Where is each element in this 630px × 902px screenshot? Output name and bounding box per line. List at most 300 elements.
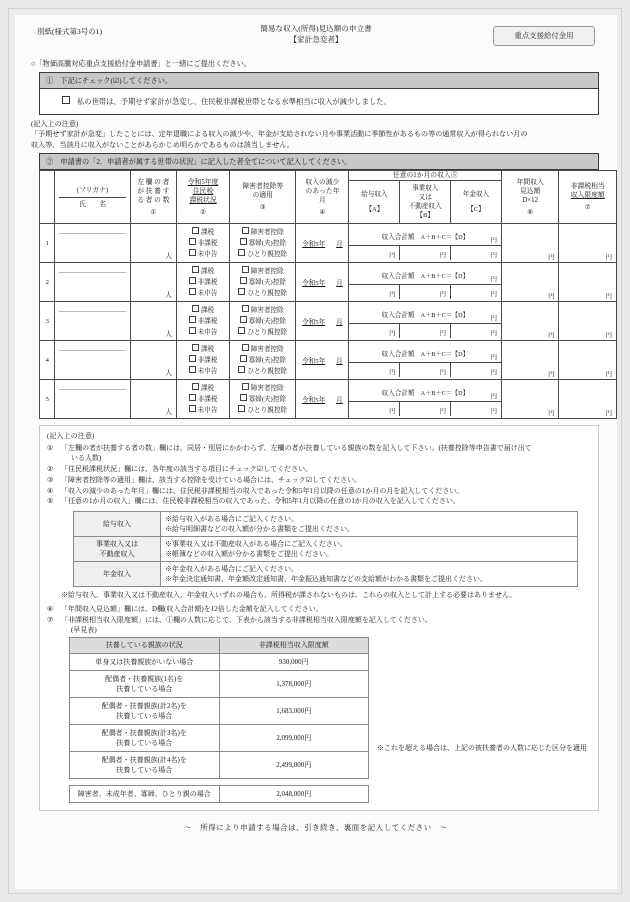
- income-type-desc: [161, 512, 578, 537]
- dependents-unit: 人: [165, 292, 173, 300]
- tax-option-taxable[interactable]: 課税: [177, 266, 229, 277]
- checkbox-icon[interactable]: [242, 266, 249, 273]
- tax-option-undeclared[interactable]: 未申告: [177, 405, 229, 416]
- checkbox-icon[interactable]: [189, 405, 196, 412]
- reference-situation-l2: 扶養している場合: [116, 738, 173, 747]
- col-deduction-l1: 障害者控除等: [242, 183, 284, 191]
- caution-item-mark: ③: [47, 475, 54, 484]
- subcol-salary-label: 給与収入: [361, 191, 388, 199]
- deduction-option-disability[interactable]: 障害者控除: [230, 305, 295, 316]
- table-row: [40, 341, 617, 380]
- annual-estimate-cell[interactable]: [501, 224, 558, 263]
- checkbox-icon[interactable]: [192, 344, 199, 351]
- reference-situation: [70, 785, 220, 802]
- step-2-bar: [39, 153, 599, 170]
- subcol-business-l3: 不動産収入: [408, 203, 442, 211]
- tax-status-choices[interactable]: [177, 224, 230, 263]
- checkbox-icon[interactable]: [189, 394, 196, 401]
- income-entry-table: [349, 265, 501, 299]
- deduction-option-disability[interactable]: 障害者控除: [230, 383, 295, 394]
- document-page: [8, 8, 622, 894]
- deduction-option-widow[interactable]: 寡婦(夫)控除: [230, 394, 295, 405]
- reference-side-note: ※これを超える場合は、上記の被扶養者の人数に応じた区分を適用: [377, 743, 587, 752]
- reference-situation-l1: 配偶者・扶養親族(計2名)を: [101, 701, 187, 710]
- furigana-rule: [59, 389, 125, 390]
- col-deduction-l2: の適用: [252, 192, 273, 200]
- col-decline-l1: 収入の減少: [305, 178, 340, 186]
- income-sum-formula: A＋B＋C＝【D】: [420, 311, 469, 319]
- income-sum-row[interactable]: [349, 304, 501, 324]
- pension-input-cell[interactable]: [450, 246, 501, 261]
- caution-item-text: 「任意の1か月の収入」欄には、住民税非課税相当の収入であった、令和5年1月以降の任意の1か月の収入を記入してください。: [61, 497, 460, 506]
- checkbox-icon[interactable]: [240, 355, 247, 362]
- checkbox-icon[interactable]: [238, 366, 245, 373]
- tax-option-undeclared[interactable]: 未申告: [177, 366, 229, 377]
- col-optional-month-group: 任意の1か月の収入⑤: [349, 171, 502, 181]
- checkbox-icon[interactable]: [189, 288, 196, 295]
- row-number: 1: [40, 224, 55, 263]
- pension-input-cell[interactable]: [450, 285, 501, 300]
- title-line-1: 簡易な収入(所得)見込額の申立書: [260, 24, 372, 33]
- checkbox-icon[interactable]: [189, 238, 196, 245]
- income-sum-row[interactable]: [349, 226, 501, 246]
- caution-item-7-mark: ⑦: [47, 616, 54, 625]
- reference-amount: 930,000円: [219, 653, 369, 670]
- business-input-cell[interactable]: [400, 246, 451, 261]
- caution-item: [47, 486, 591, 496]
- checkbox-icon[interactable]: [192, 383, 199, 390]
- deduction-option-widow[interactable]: 寡婦(夫)控除: [230, 355, 295, 366]
- deduction-option-single-parent[interactable]: ひとり親控除: [230, 249, 295, 260]
- deduction-option-widow[interactable]: 寡婦(夫)控除: [230, 238, 295, 249]
- col-name-label: 氏 名: [59, 197, 125, 209]
- income-group-cell: [349, 302, 502, 341]
- checkbox-icon[interactable]: [192, 305, 199, 312]
- income-type-desc: [161, 562, 578, 587]
- income-type-desc-l1: ※年金収入がある場合にご記入ください。: [165, 565, 298, 574]
- income-type-desc-l1: ※事業収入又は不動産収入がある場合にご記入ください。: [165, 540, 347, 549]
- income-type-label: [74, 512, 161, 537]
- dependents-input-cell[interactable]: [130, 224, 176, 263]
- col-limit-num: ⑦: [584, 204, 591, 212]
- caution-item-text: 「住民税課税状況」欄には、各年度の該当する項目にチェック☑してください。: [61, 465, 313, 474]
- dependents-unit: 人: [165, 331, 173, 339]
- checkbox-icon[interactable]: [240, 238, 247, 245]
- caution-top-line-2: 収入等、当該月に収入がないことがあらかじめ明らかであるものは該当しません。: [31, 140, 294, 149]
- decline-era: 令和5年: [302, 397, 326, 405]
- checkbox-icon[interactable]: [240, 316, 247, 323]
- checkbox-icon[interactable]: [238, 288, 245, 295]
- household-income-table: [39, 170, 617, 419]
- furigana-rule: [59, 272, 125, 273]
- declaration-checkbox[interactable]: [62, 96, 70, 104]
- business-unit: 円: [439, 369, 446, 377]
- col-name: [55, 171, 130, 224]
- pension-unit: 円: [490, 330, 497, 338]
- deduction-choices[interactable]: [230, 224, 296, 263]
- decline-month-cell[interactable]: [296, 224, 349, 263]
- row-number: 2: [40, 263, 55, 302]
- subcol-business: [400, 181, 451, 223]
- dependents-input-cell[interactable]: [130, 302, 176, 341]
- income-subheader-table: [349, 181, 501, 223]
- income-sum-label: 収入合計額: [381, 350, 415, 358]
- checkbox-icon[interactable]: [189, 327, 196, 334]
- checkbox-icon[interactable]: [189, 316, 196, 323]
- checkbox-icon[interactable]: [189, 355, 196, 362]
- income-type-desc-l2: ※給与明細書などの収入額が分かる書類をご提出ください。: [165, 525, 354, 534]
- reference-situation-l2: 扶養している場合: [116, 765, 173, 774]
- col-dependents: [130, 171, 176, 224]
- deduction-option-disability[interactable]: 障害者控除: [230, 266, 295, 277]
- reference-table-wrap: [47, 637, 591, 803]
- deduction-choices[interactable]: [230, 263, 296, 302]
- decline-month-unit: 月: [336, 319, 343, 327]
- name-input-cell[interactable]: [55, 341, 130, 380]
- income-sum-label: 収入合計額: [381, 233, 415, 241]
- deduction-option-widow[interactable]: 寡婦(夫)控除: [230, 277, 295, 288]
- caution-item-6: [47, 604, 591, 614]
- annual-unit: 円: [548, 371, 555, 379]
- furigana-rule: [59, 350, 125, 351]
- deduction-option-widow[interactable]: 寡婦(夫)控除: [230, 316, 295, 327]
- income-sum-row[interactable]: [349, 343, 501, 363]
- document-header: [15, 15, 617, 57]
- reference-col-situation: 扶養している親族の状況: [70, 637, 220, 653]
- income-sum-formula: A＋B＋C＝【D】: [420, 389, 469, 397]
- caution-item-7: [47, 615, 591, 635]
- income-sum-label: 収入合計額: [381, 311, 415, 319]
- caution-item-list: [47, 443, 591, 506]
- salary-unit: 円: [389, 252, 396, 260]
- subcol-salary: [349, 181, 400, 223]
- income-group-cell: [349, 224, 502, 263]
- checkbox-icon[interactable]: [238, 249, 245, 256]
- document-body: [15, 59, 617, 833]
- tax-free-limit-cell[interactable]: [559, 302, 617, 341]
- table-row: [40, 263, 617, 302]
- subcol-business-l2: 又は: [418, 194, 432, 202]
- income-type-table: [73, 511, 578, 587]
- annual-unit: 円: [548, 332, 555, 340]
- reference-situation: [70, 653, 220, 670]
- name-input-cell[interactable]: [55, 263, 130, 302]
- reference-amount: 2,048,000円: [219, 785, 369, 802]
- income-type-label-l2: 不動産収入: [99, 550, 135, 559]
- income-type-label-l1: 年金収入: [103, 570, 131, 579]
- income-entry-table: [349, 226, 501, 260]
- tax-option-taxable[interactable]: 課税: [177, 383, 229, 394]
- step-1-declaration-row[interactable]: [40, 89, 598, 114]
- caution-item: [47, 443, 591, 463]
- subcol-business-code: 【B】: [416, 212, 434, 220]
- furigana-rule: [59, 233, 125, 234]
- caution-item-7-sub: (早見表): [71, 626, 97, 635]
- decline-era: 令和5年: [302, 241, 326, 249]
- income-sum-formula: A＋B＋C＝【D】: [420, 272, 469, 280]
- annual-estimate-cell[interactable]: [501, 263, 558, 302]
- reference-col-amount: 非課税相当収入限度額: [219, 637, 369, 653]
- reference-row: [70, 697, 369, 724]
- income-type-row: [74, 537, 578, 562]
- table-header-row: [40, 171, 617, 181]
- reference-situation: [70, 751, 220, 778]
- deduction-option-single-parent[interactable]: ひとり親控除: [230, 288, 295, 299]
- caution-item-indent: いる人数): [71, 454, 102, 463]
- step-1-bar: [40, 73, 598, 89]
- col-dependents-l3: る 者 の 数: [137, 196, 170, 204]
- income-sum-label: 収入合計額: [381, 272, 415, 280]
- income-sum-row[interactable]: [349, 265, 501, 285]
- reference-situation-l1: 配偶者・扶養親族(計4名)を: [101, 755, 187, 764]
- col-dependents-l1: 左 欄 の 者: [137, 178, 170, 186]
- income-entry-table: [349, 304, 501, 338]
- checkbox-icon[interactable]: [242, 227, 249, 234]
- decline-era: 令和5年: [302, 358, 326, 366]
- caution-top-line-1: 「予期せず家計が急変」したことには、定年退職による収入の減少や、年金が支給されない月や事業活動に季節性があるもの等の通常収入が得られない月の: [31, 130, 528, 139]
- pension-input-cell[interactable]: [450, 402, 501, 417]
- dependents-input-cell[interactable]: [130, 341, 176, 380]
- reference-situation-l1: 障害者、未成年者、寡婦、ひとり親の場合: [77, 789, 211, 798]
- income-sum-unit: 円: [490, 276, 497, 284]
- checkbox-icon[interactable]: [238, 327, 245, 334]
- tax-free-limit-cell[interactable]: [559, 341, 617, 380]
- income-group-cell: [349, 263, 502, 302]
- caution-item-7-main: 「非課税相当収入限度額」には、①欄の人数に応じて、下表から該当する非課税相当収入限度額を記入してください。: [61, 616, 432, 625]
- row-number: 4: [40, 341, 55, 380]
- col-deduction: [230, 171, 296, 224]
- checkbox-icon[interactable]: [240, 277, 247, 284]
- col-decline-month: [296, 171, 349, 224]
- tax-option-undeclared[interactable]: 未申告: [177, 288, 229, 299]
- income-type-desc-l2: ※年金決定通知書、年金額改定通知書、年金振込通知書などの支給額がわかる書類をご提出ください。: [165, 575, 487, 584]
- income-type-desc: [161, 537, 578, 562]
- subcol-pension-label: 年金収入: [462, 191, 490, 199]
- income-sum-label: 収入合計額: [381, 389, 415, 397]
- tax-status-choices[interactable]: [177, 380, 230, 419]
- col-tax-l3: 課税状況: [189, 196, 217, 204]
- caution-item-6-text: 「年間収入見込額」欄には、D欄(収入合計額)を12倍した金額を記入してください。: [61, 605, 323, 614]
- pension-unit: 円: [490, 408, 497, 416]
- subcol-salary-code: 【A】: [365, 206, 384, 214]
- deduction-choices[interactable]: [230, 302, 296, 341]
- table-row: [40, 380, 617, 419]
- reference-situation-l1: 配偶者・扶養親族(計3名)を: [101, 728, 187, 737]
- deduction-choices[interactable]: [230, 341, 296, 380]
- business-input-cell[interactable]: [400, 324, 451, 339]
- subcol-pension: [450, 181, 501, 223]
- income-sum-unit: 円: [490, 237, 497, 245]
- name-input-cell[interactable]: [55, 380, 130, 419]
- col-limit-l2: 収入限度額: [570, 192, 605, 200]
- col-furigana-label: (フリガナ): [76, 186, 109, 194]
- reference-row: [70, 670, 369, 697]
- caution-top-heading: (記入上の注意): [31, 120, 79, 128]
- tax-option-taxable[interactable]: 課税: [177, 305, 229, 316]
- salary-input-cell[interactable]: [349, 363, 400, 378]
- limit-unit: 円: [605, 332, 612, 340]
- name-input-cell[interactable]: [55, 302, 130, 341]
- deduction-option-single-parent[interactable]: ひとり親控除: [230, 405, 295, 416]
- dependents-unit: 人: [165, 370, 173, 378]
- salary-input-cell[interactable]: [349, 402, 400, 417]
- business-input-cell[interactable]: [400, 363, 451, 378]
- decline-month-cell[interactable]: [296, 380, 349, 419]
- business-input-cell[interactable]: [400, 402, 451, 417]
- salary-input-cell[interactable]: [349, 285, 400, 300]
- limit-unit: 円: [605, 293, 612, 301]
- income-type-desc-l2: ※帳簿などの収入額が分かる書類をご提出ください。: [165, 550, 333, 559]
- checkbox-icon[interactable]: [242, 305, 249, 312]
- annual-unit: 円: [548, 293, 555, 301]
- col-dependents-num: ①: [150, 208, 157, 216]
- annual-estimate-cell[interactable]: [501, 302, 558, 341]
- col-annual-l3: D×12: [522, 196, 538, 204]
- tax-status-choices[interactable]: [177, 263, 230, 302]
- business-unit: 円: [439, 408, 446, 416]
- reference-situation: [70, 670, 220, 697]
- salary-unit: 円: [389, 408, 396, 416]
- row-number: 3: [40, 302, 55, 341]
- caution-item-7-text: [61, 615, 591, 635]
- reference-row: [70, 751, 369, 778]
- income-type-label-l1: 事業収入又は: [96, 540, 138, 549]
- business-unit: 円: [439, 291, 446, 299]
- checkbox-icon[interactable]: [189, 249, 196, 256]
- business-input-cell[interactable]: [400, 285, 451, 300]
- col-tax-l1: 令和5年度: [187, 178, 219, 186]
- decline-month-cell[interactable]: [296, 263, 349, 302]
- income-group-cell: [349, 341, 502, 380]
- deduction-option-single-parent[interactable]: ひとり親控除: [230, 327, 295, 338]
- dependents-input-cell[interactable]: [130, 263, 176, 302]
- caution-bottom: [39, 425, 599, 810]
- checkbox-icon[interactable]: [189, 366, 196, 373]
- decline-month-unit: 月: [336, 397, 343, 405]
- annual-unit: 円: [548, 254, 555, 262]
- reference-amount: 2,499,000円: [219, 751, 369, 778]
- business-unit: 円: [439, 330, 446, 338]
- col-rowno: [40, 171, 55, 224]
- dependents-input-cell[interactable]: [130, 380, 176, 419]
- income-sum-unit: 円: [490, 354, 497, 362]
- tax-status-choices[interactable]: [177, 341, 230, 380]
- salary-input-cell[interactable]: [349, 246, 400, 261]
- reference-row-special: [70, 785, 369, 802]
- caution-item: [47, 464, 591, 474]
- tax-option-nontaxable[interactable]: 非課税: [177, 394, 229, 405]
- reference-situation-l2: 扶養している場合: [116, 684, 173, 693]
- checkbox-icon[interactable]: [192, 227, 199, 234]
- reference-row: [70, 653, 369, 670]
- tax-option-nontaxable[interactable]: 非課税: [177, 355, 229, 366]
- checkbox-icon[interactable]: [242, 344, 249, 351]
- income-entry-table: [349, 382, 501, 416]
- checkbox-icon[interactable]: [189, 277, 196, 284]
- tax-free-limit-table: [69, 637, 369, 803]
- col-dependents-l2: が 扶 養 す: [137, 187, 170, 195]
- tax-free-limit-cell[interactable]: [559, 224, 617, 263]
- decline-month-unit: 月: [336, 358, 343, 366]
- income-type-label-l1: 給与収入: [103, 520, 131, 529]
- salary-input-cell[interactable]: [349, 324, 400, 339]
- row-number: 5: [40, 380, 55, 419]
- deduction-choices[interactable]: [230, 380, 296, 419]
- caution-bottom-heading: (記入上の注意): [47, 432, 95, 441]
- tax-option-undeclared[interactable]: 未申告: [177, 327, 229, 338]
- col-tax-num: ②: [200, 208, 207, 216]
- reference-spacer: [70, 778, 369, 785]
- document-sheet: [15, 15, 617, 889]
- income-sum-formula: A＋B＋C＝【D】: [420, 350, 469, 358]
- tax-option-nontaxable[interactable]: 非課税: [177, 238, 229, 249]
- tax-option-taxable[interactable]: 課税: [177, 227, 229, 238]
- tax-option-nontaxable[interactable]: 非課税: [177, 277, 229, 288]
- col-tax-status: [177, 171, 230, 224]
- tax-free-limit-cell[interactable]: [559, 380, 617, 419]
- tax-option-taxable[interactable]: 課税: [177, 344, 229, 355]
- income-type-desc-l1: ※給与収入がある場合にご記入ください。: [165, 515, 298, 524]
- step-1-bar-label: ① 下記にチェック(☑)してください。: [46, 76, 173, 85]
- checkbox-icon[interactable]: [238, 405, 245, 412]
- caution-item-mark: ②: [47, 465, 54, 474]
- table-body: [40, 224, 617, 419]
- income-sum-row[interactable]: [349, 382, 501, 402]
- checkbox-icon[interactable]: [242, 383, 249, 390]
- deduction-option-disability[interactable]: 障害者控除: [230, 344, 295, 355]
- col-annual-l2: 見込額: [520, 187, 541, 195]
- limit-unit: 円: [605, 254, 612, 262]
- income-type-row: [74, 512, 578, 537]
- tax-option-nontaxable[interactable]: 非課税: [177, 316, 229, 327]
- tax-option-undeclared[interactable]: 未申告: [177, 249, 229, 260]
- deduction-option-single-parent[interactable]: ひとり親控除: [230, 366, 295, 377]
- decline-month-cell[interactable]: [296, 302, 349, 341]
- title-line-2: 【家計急変者】: [289, 35, 343, 44]
- reference-header-row: [70, 637, 369, 653]
- income-group-cell: [349, 380, 502, 419]
- pension-input-cell[interactable]: [450, 324, 501, 339]
- page-footer: ～ 所得により申請する場合は、引き続き、裏面を記入してください ～: [184, 822, 448, 832]
- checkbox-icon[interactable]: [192, 266, 199, 273]
- tax-status-choices[interactable]: [177, 302, 230, 341]
- lead-note: ○「物価高騰対応重点支援給付金申請書」と一緒にご提出ください。: [31, 60, 251, 68]
- caution-item: [47, 475, 591, 485]
- step-2-bar-label: ② 申請書の「2．申請者が属する世帯の状況」に記入した者全てについて記入してください。: [46, 157, 352, 166]
- col-limit-l1: 非課税相当: [570, 183, 605, 191]
- income-type-label: [74, 537, 161, 562]
- income-type-row: [74, 562, 578, 587]
- reference-situation-l1: 単身又は扶養親族がいない場合: [95, 657, 194, 666]
- income-entry-table: [349, 343, 501, 377]
- decline-era: 令和5年: [302, 319, 326, 327]
- subcol-business-l1: 事業収入: [412, 185, 439, 193]
- decline-month-cell[interactable]: [296, 341, 349, 380]
- col-tax-free-limit: [559, 171, 617, 224]
- limit-unit: 円: [605, 410, 612, 418]
- deduction-option-disability[interactable]: 障害者控除: [230, 227, 295, 238]
- decline-month-unit: 月: [336, 280, 343, 288]
- annual-estimate-cell[interactable]: [501, 341, 558, 380]
- step-1-box: [39, 72, 599, 115]
- checkbox-icon[interactable]: [240, 394, 247, 401]
- name-input-cell[interactable]: [55, 224, 130, 263]
- col-income-subgroup: [349, 181, 502, 224]
- pension-input-cell[interactable]: [450, 363, 501, 378]
- reference-situation-l2: 扶養している場合: [116, 711, 173, 720]
- tax-free-limit-cell[interactable]: [559, 263, 617, 302]
- annual-estimate-cell[interactable]: [501, 380, 558, 419]
